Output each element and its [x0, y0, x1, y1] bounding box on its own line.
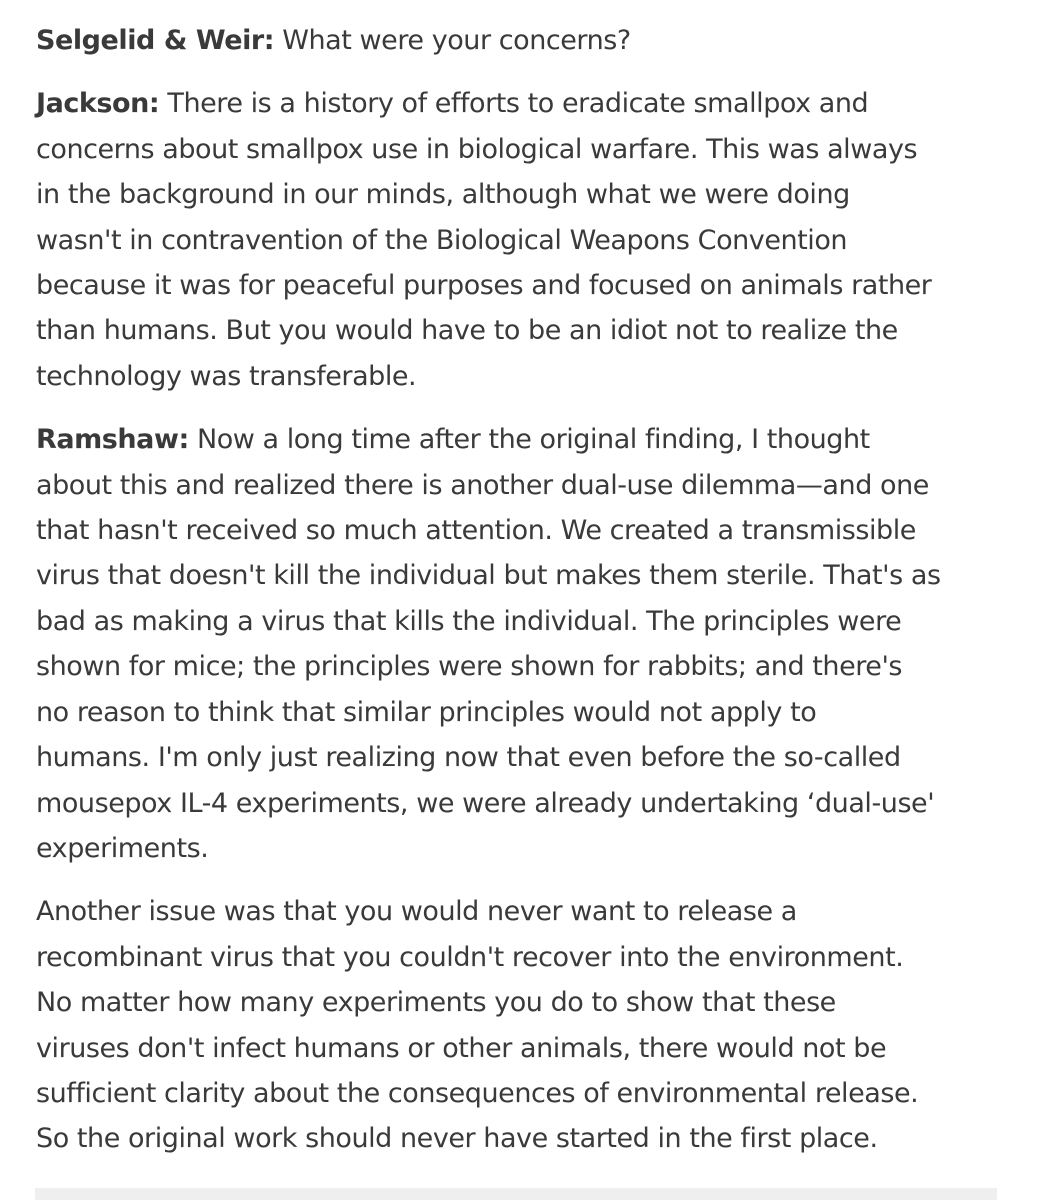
bottom-divider-bar [35, 1188, 997, 1200]
paragraph-text: Another issue was that you would never want to release a recombinant virus that you couldn't recover into the environment. No matter how many experiments you do to show that these viruses don't infect humans or other animals, there would not be sufficient clarity about the consequences of environmental release. So the original work should never have started in the first place. [36, 896, 919, 1155]
paragraph-ramshaw-continued [36, 889, 1036, 1161]
interview-article [36, 18, 1036, 1180]
paragraph-selgelid-weir [36, 18, 1036, 63]
paragraph-text: There is a history of efforts to eradicate smallpox and concerns about smallpox use in biological warfare. This was always in the background in our minds, although what we were doing wasn't in contravention of the Biological Weapons Convention because it was for peaceful purposes and focused on animals rather than humans. But you would have to be an idiot not to realize the technology was transferable. [36, 88, 932, 392]
paragraph-ramshaw [36, 417, 1036, 871]
paragraph-text: What were your concerns? [274, 25, 631, 56]
speaker-label-selgelid-weir: Selgelid & Weir: [36, 25, 275, 56]
paragraph-text: Now a long time after the original finding, I thought about this and realized there is another dual-use dilemma—and one that hasn't received so much attention. We created a transmissible virus that doesn't kill the individual but makes them sterile. That's as bad as making a virus that kills the individual. The principles were shown for mice; the principles were shown for rabbits; and there's no reason to think that similar principles would not apply to humans. I'm only just realizing now that even before the so-called mousepox IL-4 experiments, we were already undertaking ‘dual-use' experiments. [36, 424, 941, 864]
paragraph-jackson [36, 81, 1036, 399]
speaker-label-jackson: Jackson: [36, 88, 160, 120]
speaker-label-ramshaw: Ramshaw: [36, 424, 189, 456]
